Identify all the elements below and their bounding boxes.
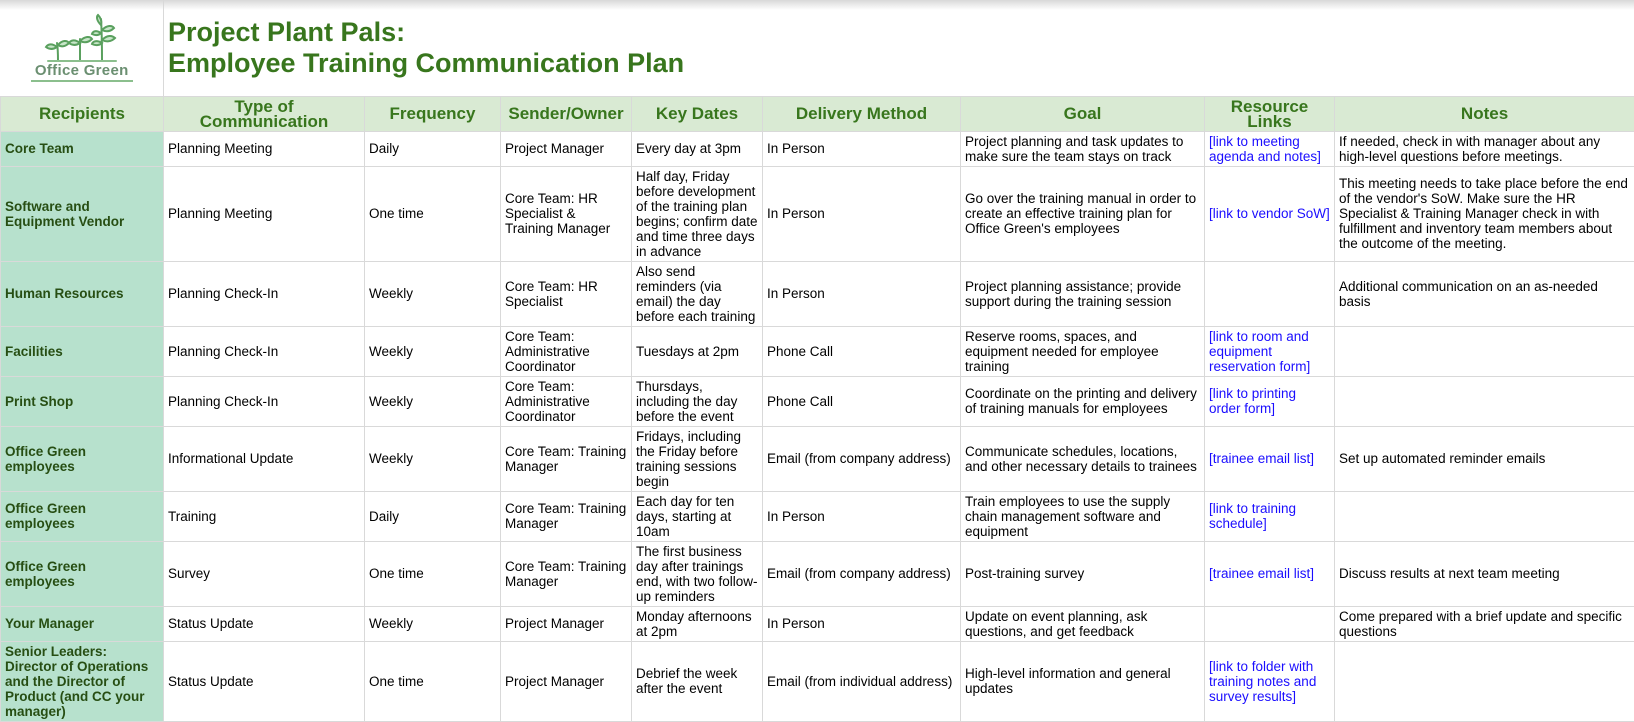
column-header[interactable]: Delivery Method — [763, 96, 961, 131]
notes-cell[interactable]: If needed, check in with manager about any high-level questions before meetings. — [1335, 131, 1634, 166]
delivery-method-cell[interactable]: Phone Call — [763, 326, 961, 376]
notes-cell[interactable]: Additional communication on an as-needed basis — [1335, 261, 1634, 326]
resource-link-cell[interactable]: [link to meeting agenda and notes] — [1205, 131, 1335, 166]
delivery-method-cell[interactable]: In Person — [763, 131, 961, 166]
goal-cell[interactable]: Project planning assistance; provide support during the training session — [961, 261, 1205, 326]
communication-type-cell[interactable]: Survey — [164, 541, 365, 606]
goal-cell[interactable]: Project planning and task updates to make sure the team stays on track — [961, 131, 1205, 166]
title-row — [1, 0, 1634, 96]
communication-type-cell[interactable]: Status Update — [164, 606, 365, 641]
goal-cell[interactable]: Communicate schedules, locations, and other necessary details to trainees — [961, 426, 1205, 491]
key-dates-cell[interactable]: Debrief the week after the event — [632, 641, 763, 721]
sender-cell[interactable]: Core Team: Administrative Coordinator — [501, 326, 632, 376]
column-header[interactable]: Notes — [1335, 96, 1634, 131]
header-row — [1, 96, 1634, 131]
resource-link-cell[interactable] — [1205, 261, 1335, 326]
column-header[interactable]: Key Dates — [632, 96, 763, 131]
table-row — [1, 541, 1634, 606]
delivery-method-cell[interactable]: In Person — [763, 606, 961, 641]
sender-cell[interactable]: Core Team: Training Manager — [501, 491, 632, 541]
recipient-cell[interactable]: Senior Leaders: Director of Operations and the Director of Product (and CC your manager) — [1, 641, 164, 721]
frequency-cell[interactable]: Weekly — [365, 261, 501, 326]
notes-cell[interactable] — [1335, 326, 1634, 376]
delivery-method-cell[interactable]: Email (from individual address) — [763, 641, 961, 721]
sheet-title-line1: Project Plant Pals: — [168, 17, 1631, 48]
table-row — [1, 166, 1634, 261]
delivery-method-cell[interactable]: Email (from company address) — [763, 426, 961, 491]
table-row — [1, 326, 1634, 376]
frequency-cell[interactable]: One time — [365, 541, 501, 606]
table-row — [1, 261, 1634, 326]
logo-text: Office Green — [31, 63, 133, 82]
column-header[interactable]: Goal — [961, 96, 1205, 131]
resource-link-cell[interactable]: [link to room and equipment reservation form] — [1205, 326, 1335, 376]
recipient-cell[interactable]: Core Team — [1, 131, 164, 166]
sender-cell[interactable]: Core Team: HR Specialist — [501, 261, 632, 326]
sheet-title-line2: Employee Training Communication Plan — [168, 48, 1631, 79]
recipient-cell[interactable]: Human Resources — [1, 261, 164, 326]
frequency-cell[interactable]: Daily — [365, 131, 501, 166]
sender-cell[interactable]: Project Manager — [501, 131, 632, 166]
column-header[interactable]: Sender/Owner — [501, 96, 632, 131]
key-dates-cell[interactable]: Monday afternoons at 2pm — [632, 606, 763, 641]
communication-type-cell[interactable]: Planning Check-In — [164, 376, 365, 426]
sender-cell[interactable]: Project Manager — [501, 606, 632, 641]
notes-cell[interactable]: Discuss results at next team meeting — [1335, 541, 1634, 606]
table-row — [1, 426, 1634, 491]
frequency-cell[interactable]: Weekly — [365, 326, 501, 376]
table-body — [1, 131, 1634, 721]
frequency-cell[interactable]: Weekly — [365, 606, 501, 641]
recipient-cell[interactable]: Office Green employees — [1, 491, 164, 541]
title-cell — [164, 0, 1634, 96]
frequency-cell[interactable]: Daily — [365, 491, 501, 541]
key-dates-cell[interactable]: Fridays, including the Friday before training sessions begin — [632, 426, 763, 491]
table-row — [1, 131, 1634, 166]
resource-link-cell[interactable]: [link to folder with training notes and survey results] — [1205, 641, 1335, 721]
resource-link-cell[interactable]: [trainee email list] — [1205, 426, 1335, 491]
column-header[interactable]: Resource Links — [1205, 96, 1335, 131]
recipient-cell[interactable]: Facilities — [1, 326, 164, 376]
goal-cell[interactable]: Go over the training manual in order to create an effective training plan for Office Green's employees — [961, 166, 1205, 261]
column-header[interactable]: Frequency — [365, 96, 501, 131]
notes-cell[interactable]: Set up automated reminder emails — [1335, 426, 1634, 491]
table-row — [1, 641, 1634, 721]
notes-cell[interactable] — [1335, 491, 1634, 541]
table-row — [1, 491, 1634, 541]
communication-type-cell[interactable]: Training — [164, 491, 365, 541]
key-dates-cell[interactable]: Thursdays, including the day before the event — [632, 376, 763, 426]
key-dates-cell[interactable]: Also send reminders (via email) the day before each training — [632, 261, 763, 326]
resource-link-cell[interactable]: [link to printing order form] — [1205, 376, 1335, 426]
table-row — [1, 606, 1634, 641]
frequency-cell[interactable]: Weekly — [365, 376, 501, 426]
goal-cell[interactable]: High-level information and general updates — [961, 641, 1205, 721]
sprout-icon — [40, 13, 124, 63]
sender-cell[interactable]: Core Team: Administrative Coordinator — [501, 376, 632, 426]
resource-link-cell[interactable]: [link to vendor SoW] — [1205, 166, 1335, 261]
delivery-method-cell[interactable]: Phone Call — [763, 376, 961, 426]
communication-type-cell[interactable]: Planning Meeting — [164, 166, 365, 261]
column-header[interactable]: Type of Communication — [164, 96, 365, 131]
resource-link-cell[interactable]: [trainee email list] — [1205, 541, 1335, 606]
delivery-method-cell[interactable]: In Person — [763, 261, 961, 326]
key-dates-cell[interactable]: Tuesdays at 2pm — [632, 326, 763, 376]
notes-cell[interactable]: Come prepared with a brief update and specific questions — [1335, 606, 1634, 641]
sender-cell[interactable]: Core Team: Training Manager — [501, 426, 632, 491]
goal-cell[interactable]: Coordinate on the printing and delivery of training manuals for employees — [961, 376, 1205, 426]
sender-cell[interactable]: Core Team: Training Manager — [501, 541, 632, 606]
key-dates-cell[interactable]: Every day at 3pm — [632, 131, 763, 166]
goal-cell[interactable]: Post-training survey — [961, 541, 1205, 606]
communication-type-cell[interactable]: Informational Update — [164, 426, 365, 491]
delivery-method-cell[interactable]: In Person — [763, 166, 961, 261]
recipient-cell[interactable]: Office Green employees — [1, 541, 164, 606]
communication-type-cell[interactable]: Planning Check-In — [164, 326, 365, 376]
key-dates-cell[interactable]: The first business day after trainings end, with two follow-up reminders — [632, 541, 763, 606]
goal-cell[interactable]: Update on event planning, ask questions, and get feedback — [961, 606, 1205, 641]
recipient-cell[interactable]: Software and Equipment Vendor — [1, 166, 164, 261]
goal-cell[interactable]: Reserve rooms, spaces, and equipment needed for employee training — [961, 326, 1205, 376]
notes-cell[interactable] — [1335, 641, 1634, 721]
resource-link-cell[interactable] — [1205, 606, 1335, 641]
recipient-cell[interactable]: Print Shop — [1, 376, 164, 426]
resource-link-cell[interactable]: [link to training schedule] — [1205, 491, 1335, 541]
column-header[interactable]: Recipients — [1, 96, 164, 131]
recipient-cell[interactable]: Office Green employees — [1, 426, 164, 491]
sender-cell[interactable]: Project Manager — [501, 641, 632, 721]
key-dates-cell[interactable]: Each day for ten days, starting at 10am — [632, 491, 763, 541]
recipient-cell[interactable]: Your Manager — [1, 606, 164, 641]
communication-type-cell[interactable]: Status Update — [164, 641, 365, 721]
delivery-method-cell[interactable]: In Person — [763, 491, 961, 541]
frequency-cell[interactable]: Weekly — [365, 426, 501, 491]
communication-type-cell[interactable]: Planning Check-In — [164, 261, 365, 326]
communication-type-cell[interactable]: Planning Meeting — [164, 131, 365, 166]
table-row — [1, 376, 1634, 426]
office-green-logo — [31, 13, 133, 82]
notes-cell[interactable] — [1335, 376, 1634, 426]
sender-cell[interactable]: Core Team: HR Specialist & Training Manager — [501, 166, 632, 261]
logo-cell — [1, 0, 164, 96]
frequency-cell[interactable]: One time — [365, 641, 501, 721]
goal-cell[interactable]: Train employees to use the supply chain management software and equipment — [961, 491, 1205, 541]
delivery-method-cell[interactable]: Email (from company address) — [763, 541, 961, 606]
notes-cell[interactable]: This meeting needs to take place before the end of the vendor's SoW. Make sure the HR Specialist & Training Manager check in with fulfillment and inventory team members about the outcome of the meeting. — [1335, 166, 1634, 261]
frequency-cell[interactable]: One time — [365, 166, 501, 261]
key-dates-cell[interactable]: Half day, Friday before development of the training plan begins; confirm date and time three days in advance — [632, 166, 763, 261]
